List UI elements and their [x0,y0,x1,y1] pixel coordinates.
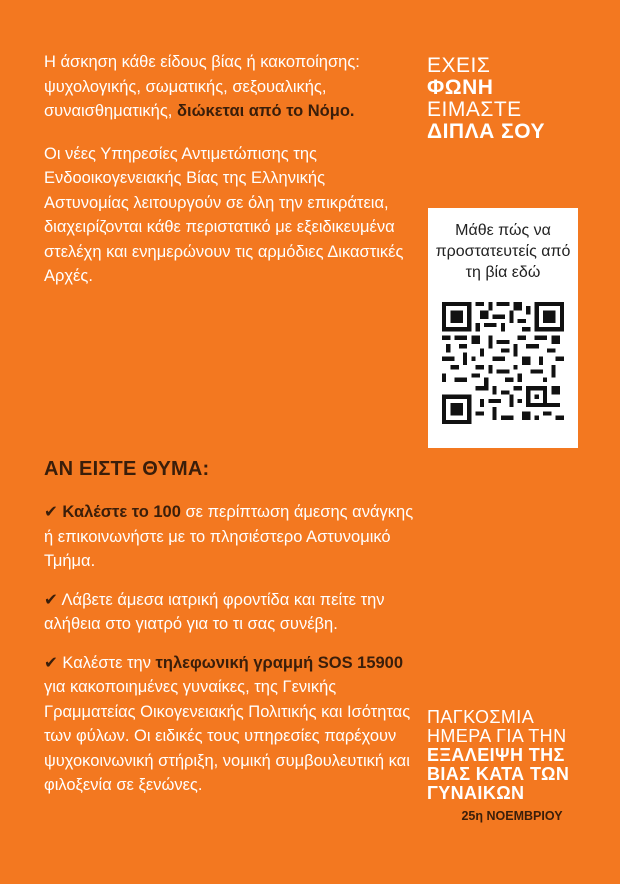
intro-paragraph-1 [44,50,412,124]
checkmark-icon: ✔ [44,503,58,521]
day-line-4: ΒΙΑΣ ΚΑΤΑ ΤΩΝ [427,764,570,784]
sos-text-b: για κακοποιημένες γυναίκες, της Γενικής Γραμματείας Οικογενειακής Πολιτικής και Ισότητας των φύλων. Οι ειδικές τους υπηρεσίες παρέχουν ψυχοκοινωνική στήριξη, νομική συμβουλευτική και φιλοξενία σε ξενώνες. [44,678,411,794]
slogan-line-4: ΔΙΠΛΑ ΣΟΥ [427,120,545,143]
awareness-day-block [427,708,607,823]
instruction-call-100 [44,500,424,574]
intro-paragraph-2: Οι νέες Υπηρεσίες Αντιμετώπισης της Ενδοοικογενειακής Βίας της Ελληνικής Αστυνομίας λειτουργούν σε όλη την επικράτεια, διαχειρίζονται κάθε περιστατικό με εξειδικευμένα στελέχη και ενημερώνουν τις αρμόδιες Δικαστικές Αρχές. [44,144,404,285]
day-date: 25η ΝΟΕΜΒΡΙΟΥ [461,809,563,823]
day-line-3: ΕΞΑΛΕΙΨΗ ΤΗΣ [427,745,565,765]
victim-heading: ΑΝ ΕΙΣΤΕ ΘΥΜΑ: [44,458,210,480]
qr-card [428,208,578,448]
intro-section [44,50,412,289]
checkmark-icon: ✔ [44,653,58,672]
call-100-rest: σε περίπτωση άμεσης ανάγκης ή επικοινωνήστε με το πλησιέστερο Αστυνομικό Τμήμα. [44,503,414,570]
call-100-text: Καλέστε το 100 [62,503,181,521]
slogan-line-1: ΕΧΕΙΣ [427,54,491,77]
slogan-block [427,55,597,143]
day-line-5: ΓΥΝΑΙΚΩΝ [427,783,525,803]
prosecution-statement: διώκεται από το Νόμο. [176,102,355,120]
slogan-line-3: ΕΙΜΑΣΤΕ [427,98,522,121]
sos-hotline: τηλεφωνική γραμμή SOS 15900 [155,653,404,672]
slogan-line-2: ΦΩΝΗ [427,76,494,99]
day-line-2: ΗΜΕΡΑ ΓΙΑ ΤΗΝ [427,726,567,746]
day-line-1: ΠΑΓΚΟΣΜΙΑ [427,707,535,727]
checkmark-icon: ✔ [44,590,58,609]
sos-text-a: Καλέστε την [57,653,156,672]
instruction-sos-line [44,651,424,798]
intro-text: Η άσκηση κάθε είδους βίας ή κακοποίησης: ψυχολογικής, σωματικής, σεξουαλικής, συναισθηματικής, [44,53,360,120]
medical-care-text: Λάβετε άμεσα ιατρική φροντίδα και πείτε την αλήθεια στο γιατρό για το τι σας συνέβη. [44,590,385,633]
instruction-medical-care [44,588,424,637]
qr-caption: Μάθε πώς να προστατευτείς από τη βία εδώ [435,222,571,281]
qr-code-icon[interactable] [442,302,564,424]
victim-instructions [44,500,424,812]
